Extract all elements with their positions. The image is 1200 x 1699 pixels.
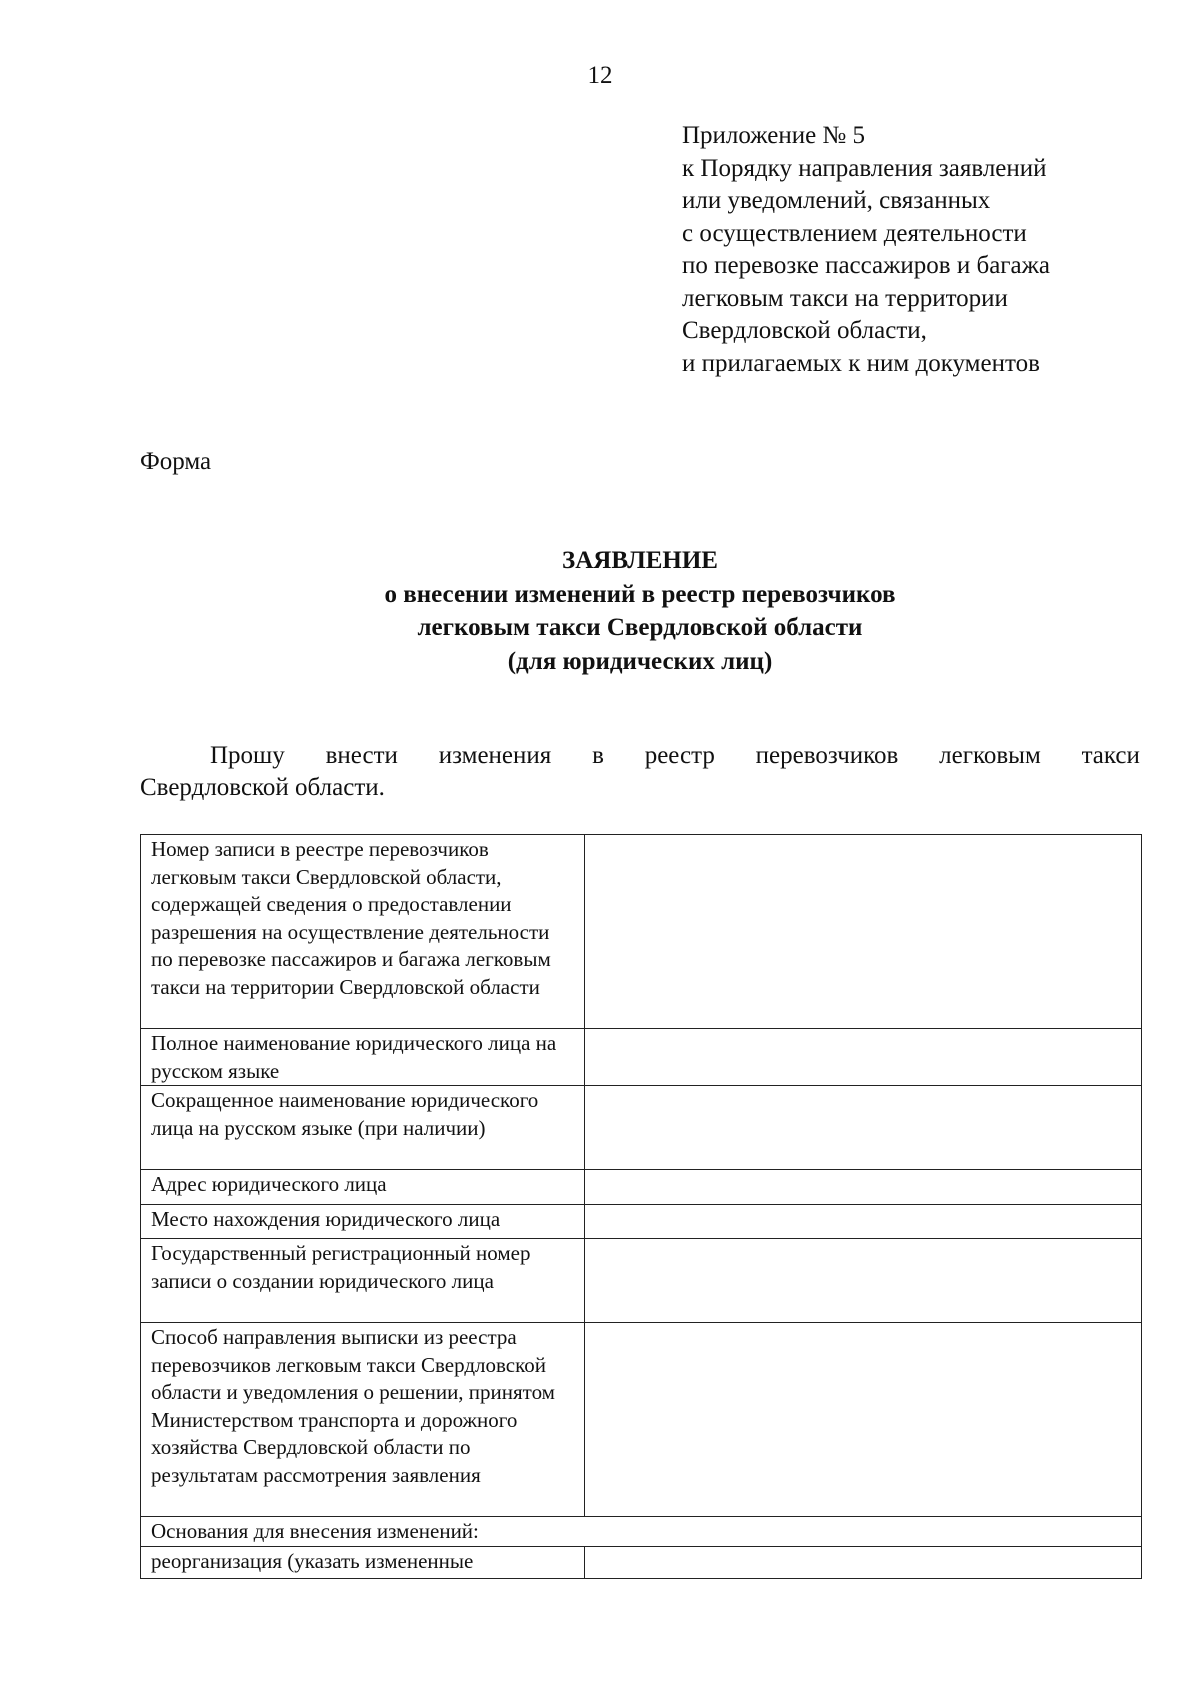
section-header: Основания для внесения изменений: bbox=[141, 1517, 1142, 1547]
appendix-line: или уведомлений, связанных bbox=[682, 187, 991, 214]
table-row bbox=[141, 1323, 1142, 1517]
appendix-block bbox=[682, 120, 1050, 380]
row-label: Место нахождения юридического лица bbox=[141, 1205, 585, 1239]
title-line: (для юридических лиц) bbox=[507, 647, 773, 675]
intro-word: Прошу bbox=[210, 742, 285, 769]
title-line: о внесении изменений в реестр перевозчиков bbox=[384, 580, 896, 608]
document-title bbox=[0, 544, 1200, 678]
application-form-table bbox=[140, 834, 1142, 1579]
table-row bbox=[141, 835, 1142, 1029]
row-label: Полное наименование юридического лица на русском языке bbox=[141, 1029, 585, 1086]
table-row bbox=[141, 1547, 1142, 1579]
intro-word: такси bbox=[1081, 742, 1140, 769]
appendix-line: с осуществлением деятельности bbox=[682, 219, 1027, 247]
row-label: Номер записи в реестре перевозчиков легковым такси Свердловской области, содержащей сведения о предоставлении разрешения на осуществление деятельности по перевозке пассажиров и багажа легковым такси на территории Свердловской области bbox=[141, 835, 585, 1029]
row-label: Государственный регистрационный номер записи о создании юридического лица bbox=[141, 1239, 585, 1323]
intro-line-1 bbox=[140, 740, 1140, 772]
intro-word: перевозчиков bbox=[755, 742, 899, 769]
title-line: ЗАЯВЛЕНИЕ bbox=[562, 547, 718, 574]
row-label: реорганизация (указать измененные bbox=[141, 1547, 585, 1579]
table-row bbox=[141, 1239, 1142, 1323]
intro-word: в bbox=[592, 742, 604, 769]
intro-word: изменения bbox=[438, 742, 552, 769]
row-value-field[interactable] bbox=[585, 1205, 1142, 1239]
table-section-row bbox=[141, 1517, 1142, 1547]
intro-word: реестр bbox=[644, 742, 715, 769]
form-label: Форма bbox=[140, 448, 212, 475]
row-label: Сокращенное наименование юридического лица на русском языке (при наличии) bbox=[141, 1086, 585, 1170]
appendix-line: и прилагаемых к ним документов bbox=[682, 349, 1040, 377]
intro-paragraph bbox=[140, 740, 1140, 804]
table-row bbox=[141, 1086, 1142, 1170]
appendix-line: легковым такси на территории bbox=[682, 284, 1008, 312]
row-value-field[interactable] bbox=[585, 1029, 1142, 1086]
row-value-field[interactable] bbox=[585, 1170, 1142, 1205]
row-value-field[interactable] bbox=[585, 835, 1142, 1029]
row-value-field[interactable] bbox=[585, 1239, 1142, 1323]
intro-word: легковым bbox=[939, 742, 1041, 769]
appendix-line: по перевозке пассажиров и багажа bbox=[682, 252, 1051, 279]
row-label: Адрес юридического лица bbox=[141, 1170, 585, 1205]
title-line: легковым такси Свердловской области bbox=[417, 614, 863, 641]
table-row bbox=[141, 1029, 1142, 1086]
intro-line-2: Свердловской области. bbox=[140, 774, 385, 801]
appendix-line: Свердловской области, bbox=[682, 317, 927, 344]
row-label: Способ направления выписки из реестра перевозчиков легковым такси Свердловской области и уведомления о решении, принятом Министерством транспорта и дорожного хозяйства Свердловской области по результатам рассмотрения заявления bbox=[141, 1323, 585, 1517]
intro-word: внести bbox=[325, 742, 398, 769]
row-value-field[interactable] bbox=[585, 1086, 1142, 1170]
row-value-field[interactable] bbox=[585, 1547, 1142, 1579]
appendix-line: Приложение № 5 bbox=[682, 122, 866, 149]
table-row bbox=[141, 1205, 1142, 1239]
appendix-line: к Порядку направления заявлений bbox=[682, 154, 1047, 182]
page-number: 12 bbox=[587, 62, 613, 89]
row-value-field[interactable] bbox=[585, 1323, 1142, 1517]
table-row bbox=[141, 1170, 1142, 1205]
